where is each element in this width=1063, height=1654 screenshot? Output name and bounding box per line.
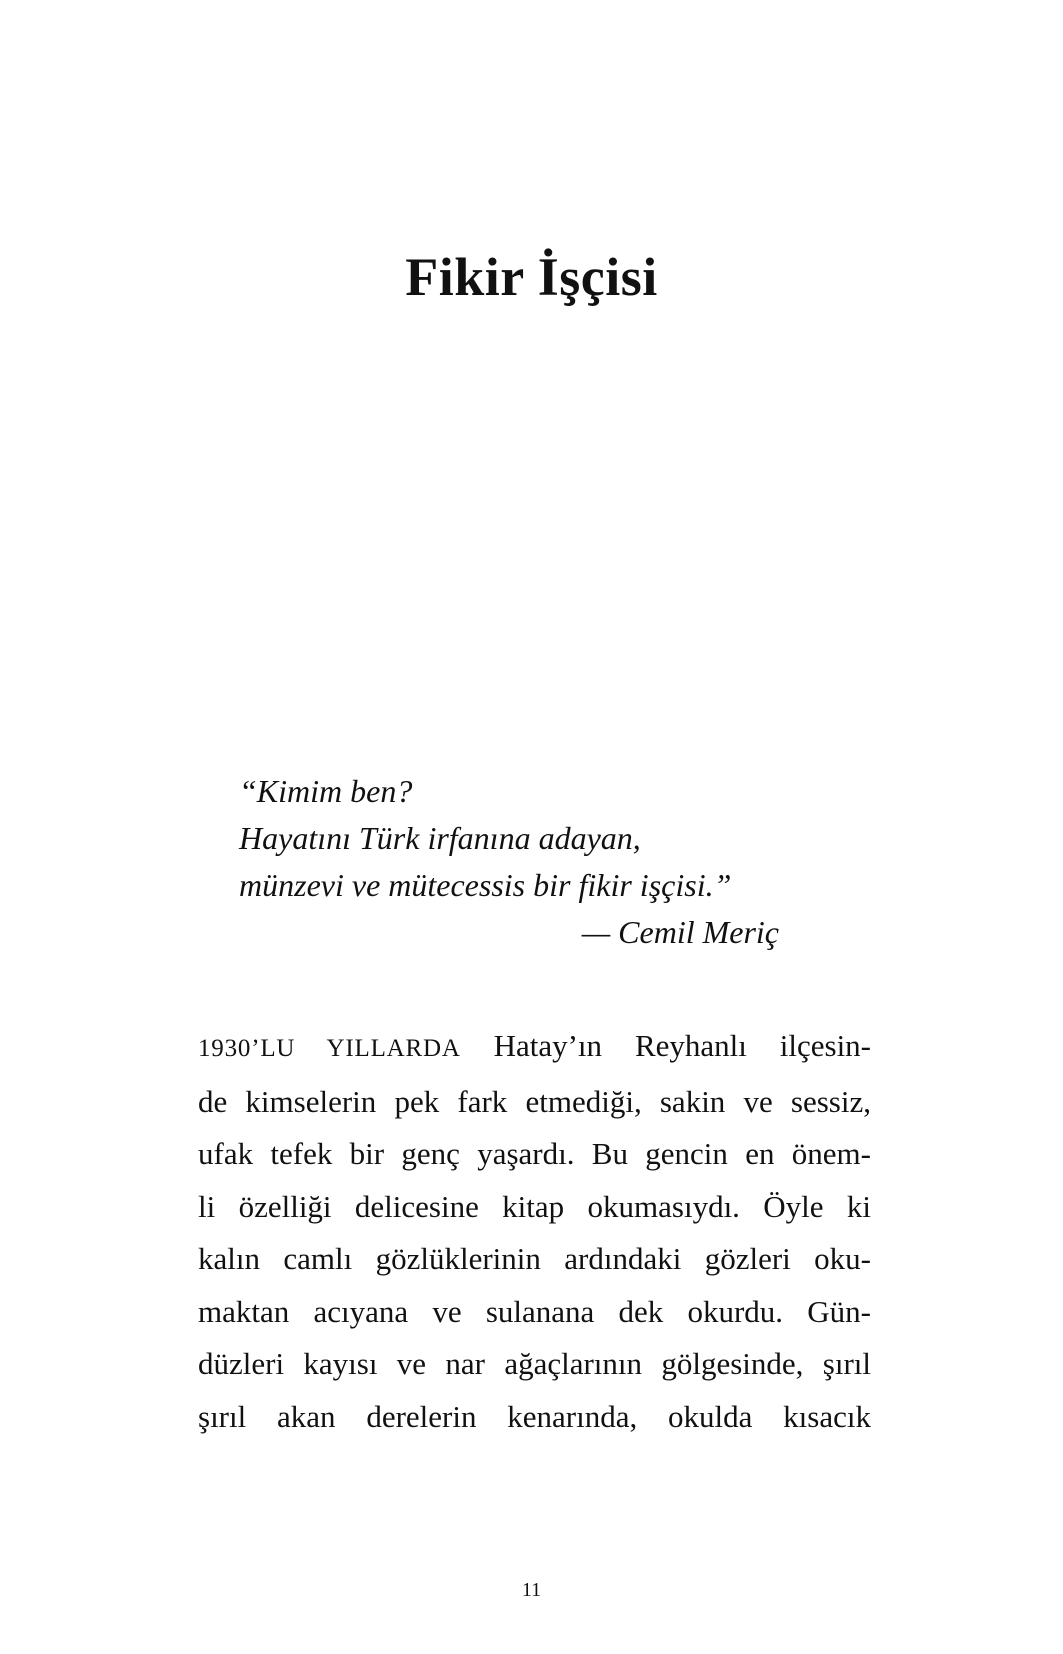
body-line: kalın camlı gözlüklerinin ardındaki gözleri oku- xyxy=(198,1241,871,1276)
lead-in-small-caps: 1930’LU YILLARDA xyxy=(198,1035,461,1062)
body-line: ufak tefek bir genç yaşardı. Bu gencin en önem- xyxy=(198,1136,871,1171)
body-line: düzleri kayısı ve nar ağaçlarının gölgesinde, şırıl xyxy=(198,1346,871,1381)
body-line: maktan acıyana ve sulanana dek okurdu. Gün- xyxy=(198,1293,871,1329)
epigraph xyxy=(239,768,799,956)
body-line: şırıl akan derelerin kenarında, okulda kısacık xyxy=(198,1398,871,1434)
body-line xyxy=(198,1020,871,1076)
epigraph-line: “Kimim ben? xyxy=(239,773,413,809)
body-paragraph xyxy=(198,1020,871,1443)
page-number: 11 xyxy=(521,1579,542,1601)
body-line: li özelliği delicesine kitap okumasıydı. Öyle ki xyxy=(198,1188,871,1224)
chapter-title: Fikir İşçisi xyxy=(405,247,658,307)
body-line: de kimselerin pek fark etmediği, sakin ve sessiz, xyxy=(198,1083,871,1119)
epigraph-line: Hayatını Türk irfanına adayan, xyxy=(239,820,641,856)
body-line-text: Hatay’ın Reyhanlı ilçesin- xyxy=(460,1028,872,1063)
epigraph-line: münzevi ve mütecessis bir fikir işçisi.” xyxy=(239,867,732,903)
epigraph-attribution: — Cemil Meriç xyxy=(581,914,779,950)
